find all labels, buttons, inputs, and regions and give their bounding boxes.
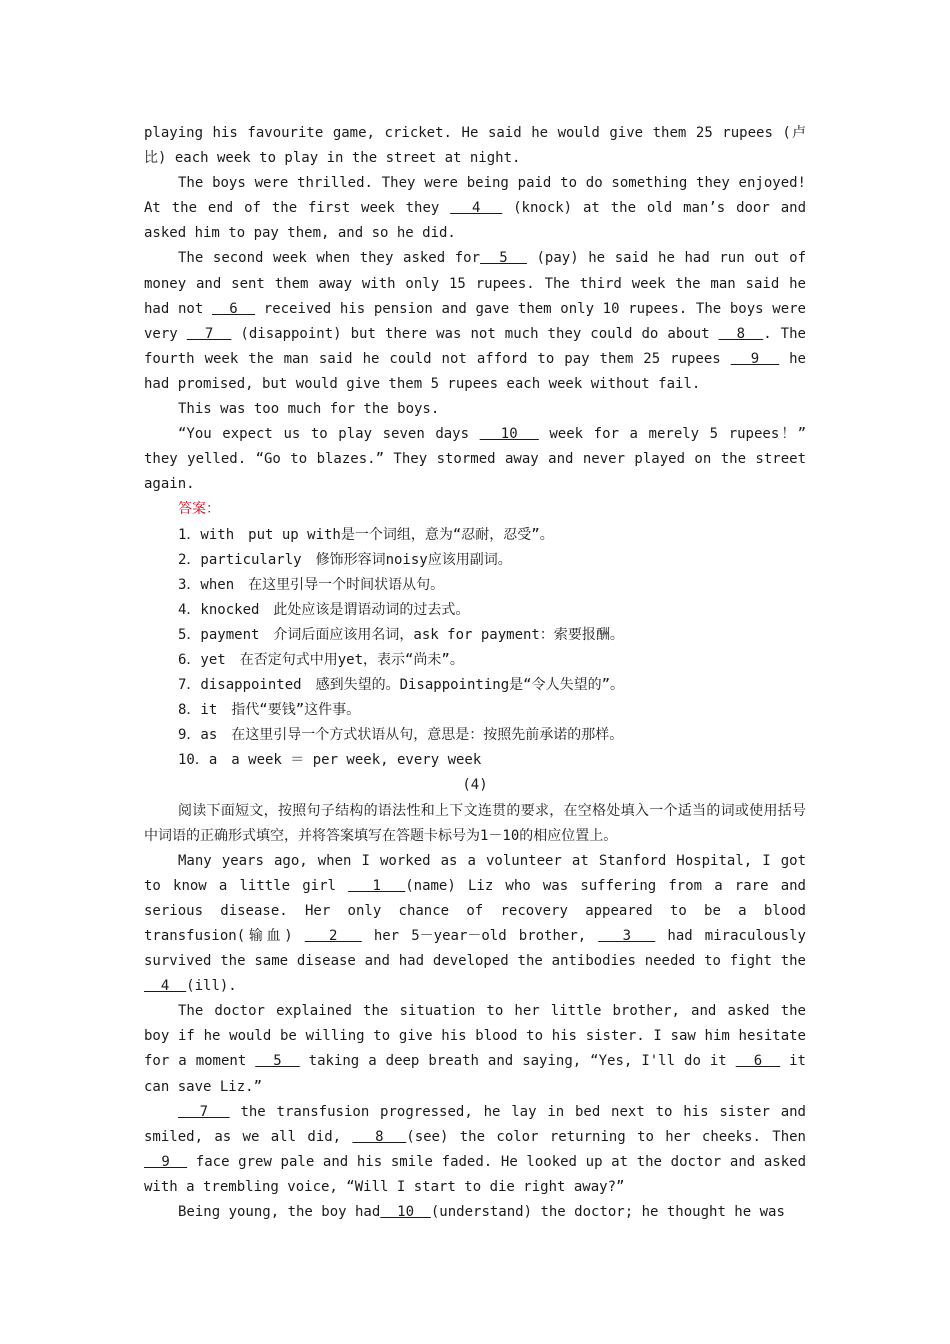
document-page [144,121,806,1225]
passage4-paragraph-1 [144,849,806,1000]
answer-blank: 7 [186,325,232,342]
answer-blank: 3 [598,928,656,944]
passage-text: The second week when they asked for [178,250,481,267]
answer-item: 3．when 在这里引导一个时间状语从句。 [178,576,445,593]
answer-blank: 7 [178,1103,230,1120]
answer-blank: 5 [480,250,527,267]
answer-item: 6．yet 在否定句式中用yet，表示“尚未”。 [178,651,464,668]
answers-title: 答案： [178,501,220,518]
instructions: 阅读下面短文，按照句子结构的语法性和上下文连贯的要求，在空格处填入一个适当的词或使用括号中词语的正确形式填空，并将答案填写在答题卡标号为1－10的相应位置上。 [144,802,806,844]
passage3-paragraph-4 [144,397,806,422]
answer-item: 4．knocked 此处应该是谓语动词的过去式。 [178,601,470,618]
passage-text: (pay) he said he had run out of money and sent them away with only 15 rupees. The third week the man said he had not [144,250,806,317]
answer-item: 10．a a week ＝ per week, every week [178,752,482,769]
passage4-paragraph-3 [144,1100,806,1200]
answer-blank: 1 [348,877,406,894]
passage3-paragraph-5 [144,422,806,497]
answer-blank: 10 [479,426,539,443]
passage-text: her 5－year－old brother, [361,928,599,944]
answer-blank: 9 [144,1153,188,1170]
passage3-paragraph-2 [144,171,806,246]
answer-blank: 8 [718,325,764,342]
answer-item: 1．with put up with是一个词组，意为“忍耐，忍受”。 [178,526,554,543]
passage3-paragraph-3 [144,246,806,397]
passage-text: . The fourth week the man said he could not afford to pay them 25 rupees [144,325,806,367]
passage-text: week for a merely 5 rupees！” they yelled. “Go to blazes.” They stormed away and never played on the street again. [144,426,806,493]
answer-blank: 2 [304,928,362,944]
answer-blank: 4 [144,978,187,995]
section-number: (4) [462,777,488,794]
passage-text: taking a deep breath and saying, “Yes, I'll do it [299,1053,736,1070]
passage-text: This was too much for the boys. [178,401,440,418]
passage-text: (ill). [186,978,237,995]
answer-blank: 9 [730,350,780,367]
passage-text: The boys were thrilled. They were being paid to do something they enjoyed! At the end of the first week they [144,175,806,217]
answer-item: 9．as 在这里引导一个方式状语从句，意思是：按照先前承诺的那样。 [178,727,624,744]
passage3-paragraph-1 [144,121,806,171]
passage-text: received his pension and gave them only 10 rupees. The boys were very [144,300,806,342]
answer-blank: 8 [352,1128,407,1145]
passage-text: Many years ago, when I worked as a volunteer at Stanford Hospital, I got to know a little girl [144,852,806,894]
passage-text: (understand) the doctor; he thought he was [430,1204,785,1221]
answer-item: 2．particularly 修饰形容词noisy应该用副词。 [178,551,512,568]
answer-item: 5．payment 介词后面应该用名词，ask for payment：索要报酬。 [178,626,624,643]
passage-text: (name) Liz who was suffering from a rare and serious disease. Her only chance of recovery appeared to be a blood transfusion(输血) [144,877,806,944]
passage-text: the transfusion progressed, he lay in bed next to his sister and smiled, as we all did, [144,1103,806,1145]
answer-item: 7．disappointed 感到失望的。Disappointing是“令人失望的”。 [178,677,625,694]
passage-text: playing his favourite game, cricket. He said he would give them 25 rupees (卢比) each week to play in the street at night. [144,125,806,167]
answer-blank: 6 [211,300,256,317]
passage-text: it can save Liz.” [144,1053,806,1095]
passage-text: face grew pale and his smile faded. He looked up at the doctor and asked with a trembling voice, “Will I start to die right away?” [144,1153,806,1195]
passage-text: Being young, the boy had [178,1204,381,1221]
answer-blank: 5 [255,1053,300,1070]
answer-blank: 10 [380,1204,431,1221]
passage-text: The doctor explained the situation to her little brother, and asked the boy if he would be willing to give his blood to his sister. I saw him hesitate for a moment [144,1003,806,1070]
passage-text: he had promised, but would give them 5 rupees each week without fail. [144,350,806,392]
passage4-paragraph-4 [144,1200,806,1225]
passage-text: “You expect us to play seven days [178,426,480,443]
answer-blank: 6 [735,1053,781,1070]
answer-blank: 4 [450,200,503,217]
passage-text: had miraculously survived the same disease and had developed the antibodies needed to fight the [144,928,806,970]
passage-text: (disappoint) but there was not much they could do about [231,325,719,342]
answer-item: 8．it 指代“要钱”这件事。 [178,702,361,719]
passage4-paragraph-2 [144,999,806,1099]
passage-text: (see) the color returning to her cheeks. Then [406,1128,806,1145]
passage-text: (knock) at the old man’s door and asked him to pay them, and so he did. [144,200,806,242]
